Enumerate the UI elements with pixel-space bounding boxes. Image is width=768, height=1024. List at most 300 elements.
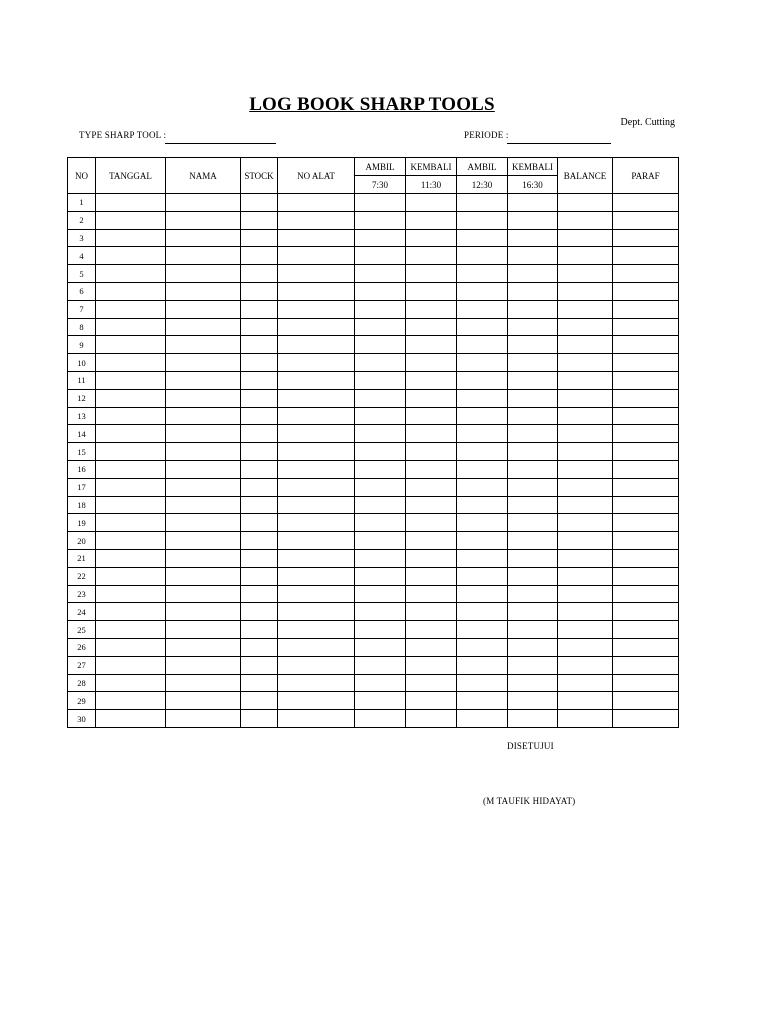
cell-kembali-1[interactable] [406,496,457,514]
cell-kembali-1[interactable] [406,674,457,692]
cell-balance[interactable] [558,621,613,639]
cell-kembali-1[interactable] [406,371,457,389]
cell-nama[interactable] [166,389,241,407]
cell-stock[interactable] [241,656,278,674]
cell-ambil-1[interactable] [355,336,406,354]
cell-tanggal[interactable] [96,710,166,728]
periode-field[interactable] [507,143,611,144]
cell-kembali-2[interactable] [508,389,558,407]
cell-no-alat[interactable] [278,389,355,407]
cell-stock[interactable] [241,443,278,461]
cell-nama[interactable] [166,532,241,550]
cell-no-alat[interactable] [278,425,355,443]
cell-stock[interactable] [241,496,278,514]
cell-kembali-1[interactable] [406,194,457,212]
cell-paraf[interactable] [613,336,679,354]
cell-kembali-2[interactable] [508,443,558,461]
cell-no-alat[interactable] [278,460,355,478]
cell-nama[interactable] [166,318,241,336]
cell-tanggal[interactable] [96,460,166,478]
cell-ambil-1[interactable] [355,603,406,621]
cell-paraf[interactable] [613,674,679,692]
cell-paraf[interactable] [613,585,679,603]
cell-kembali-2[interactable] [508,532,558,550]
cell-tanggal[interactable] [96,496,166,514]
cell-kembali-2[interactable] [508,371,558,389]
cell-kembali-1[interactable] [406,567,457,585]
cell-nama[interactable] [166,247,241,265]
cell-ambil-1[interactable] [355,496,406,514]
cell-tanggal[interactable] [96,354,166,372]
cell-stock[interactable] [241,229,278,247]
cell-balance[interactable] [558,549,613,567]
cell-ambil-2[interactable] [457,282,508,300]
cell-stock[interactable] [241,318,278,336]
cell-nama[interactable] [166,371,241,389]
cell-tanggal[interactable] [96,336,166,354]
cell-ambil-1[interactable] [355,460,406,478]
cell-kembali-2[interactable] [508,460,558,478]
cell-nama[interactable] [166,407,241,425]
cell-balance[interactable] [558,674,613,692]
cell-no-alat[interactable] [278,265,355,283]
cell-paraf[interactable] [613,389,679,407]
cell-ambil-1[interactable] [355,532,406,550]
cell-kembali-2[interactable] [508,549,558,567]
cell-paraf[interactable] [613,371,679,389]
cell-kembali-1[interactable] [406,425,457,443]
cell-tanggal[interactable] [96,211,166,229]
cell-kembali-2[interactable] [508,211,558,229]
cell-balance[interactable] [558,300,613,318]
cell-balance[interactable] [558,354,613,372]
cell-balance[interactable] [558,710,613,728]
cell-ambil-1[interactable] [355,300,406,318]
cell-stock[interactable] [241,549,278,567]
cell-stock[interactable] [241,638,278,656]
cell-ambil-2[interactable] [457,567,508,585]
cell-ambil-2[interactable] [457,603,508,621]
cell-ambil-2[interactable] [457,621,508,639]
cell-nama[interactable] [166,674,241,692]
cell-ambil-1[interactable] [355,282,406,300]
cell-kembali-2[interactable] [508,425,558,443]
cell-no-alat[interactable] [278,318,355,336]
cell-paraf[interactable] [613,425,679,443]
cell-stock[interactable] [241,585,278,603]
cell-ambil-1[interactable] [355,549,406,567]
cell-kembali-1[interactable] [406,211,457,229]
cell-tanggal[interactable] [96,603,166,621]
cell-no-alat[interactable] [278,247,355,265]
cell-stock[interactable] [241,371,278,389]
cell-kembali-1[interactable] [406,229,457,247]
cell-ambil-2[interactable] [457,656,508,674]
cell-ambil-1[interactable] [355,407,406,425]
cell-nama[interactable] [166,194,241,212]
cell-kembali-2[interactable] [508,300,558,318]
cell-paraf[interactable] [613,211,679,229]
cell-tanggal[interactable] [96,300,166,318]
cell-paraf[interactable] [613,407,679,425]
cell-balance[interactable] [558,211,613,229]
cell-balance[interactable] [558,478,613,496]
cell-kembali-1[interactable] [406,621,457,639]
cell-paraf[interactable] [613,496,679,514]
cell-no-alat[interactable] [278,514,355,532]
cell-kembali-1[interactable] [406,532,457,550]
cell-kembali-1[interactable] [406,336,457,354]
cell-paraf[interactable] [613,532,679,550]
cell-ambil-2[interactable] [457,407,508,425]
cell-balance[interactable] [558,532,613,550]
cell-no-alat[interactable] [278,710,355,728]
cell-kembali-2[interactable] [508,247,558,265]
cell-stock[interactable] [241,336,278,354]
cell-tanggal[interactable] [96,656,166,674]
cell-paraf[interactable] [613,656,679,674]
cell-kembali-1[interactable] [406,549,457,567]
cell-tanggal[interactable] [96,621,166,639]
cell-ambil-2[interactable] [457,300,508,318]
cell-no-alat[interactable] [278,621,355,639]
cell-tanggal[interactable] [96,425,166,443]
cell-tanggal[interactable] [96,443,166,461]
cell-nama[interactable] [166,211,241,229]
cell-paraf[interactable] [613,229,679,247]
cell-no-alat[interactable] [278,371,355,389]
cell-paraf[interactable] [613,621,679,639]
cell-ambil-1[interactable] [355,514,406,532]
cell-nama[interactable] [166,354,241,372]
cell-paraf[interactable] [613,265,679,283]
cell-kembali-1[interactable] [406,407,457,425]
cell-ambil-2[interactable] [457,425,508,443]
cell-nama[interactable] [166,710,241,728]
cell-tanggal[interactable] [96,247,166,265]
cell-ambil-2[interactable] [457,638,508,656]
cell-nama[interactable] [166,692,241,710]
cell-stock[interactable] [241,621,278,639]
cell-stock[interactable] [241,354,278,372]
cell-kembali-2[interactable] [508,674,558,692]
cell-paraf[interactable] [613,247,679,265]
cell-paraf[interactable] [613,514,679,532]
cell-balance[interactable] [558,282,613,300]
cell-tanggal[interactable] [96,567,166,585]
cell-balance[interactable] [558,389,613,407]
cell-balance[interactable] [558,229,613,247]
cell-ambil-2[interactable] [457,336,508,354]
cell-ambil-2[interactable] [457,247,508,265]
cell-ambil-1[interactable] [355,425,406,443]
cell-balance[interactable] [558,443,613,461]
cell-tanggal[interactable] [96,194,166,212]
cell-ambil-2[interactable] [457,194,508,212]
cell-ambil-2[interactable] [457,674,508,692]
cell-kembali-2[interactable] [508,282,558,300]
cell-kembali-2[interactable] [508,621,558,639]
cell-kembali-2[interactable] [508,656,558,674]
cell-paraf[interactable] [613,460,679,478]
cell-kembali-2[interactable] [508,638,558,656]
cell-ambil-1[interactable] [355,710,406,728]
cell-tanggal[interactable] [96,478,166,496]
cell-stock[interactable] [241,603,278,621]
cell-nama[interactable] [166,567,241,585]
cell-no-alat[interactable] [278,194,355,212]
cell-no-alat[interactable] [278,496,355,514]
cell-tanggal[interactable] [96,692,166,710]
cell-nama[interactable] [166,460,241,478]
cell-paraf[interactable] [613,549,679,567]
cell-ambil-1[interactable] [355,211,406,229]
cell-kembali-1[interactable] [406,265,457,283]
cell-no-alat[interactable] [278,656,355,674]
cell-ambil-1[interactable] [355,692,406,710]
cell-kembali-1[interactable] [406,603,457,621]
cell-kembali-1[interactable] [406,656,457,674]
cell-kembali-1[interactable] [406,318,457,336]
cell-paraf[interactable] [613,194,679,212]
type-sharp-tool-field[interactable] [165,143,276,144]
cell-kembali-1[interactable] [406,692,457,710]
cell-no-alat[interactable] [278,354,355,372]
cell-ambil-1[interactable] [355,265,406,283]
cell-ambil-2[interactable] [457,460,508,478]
cell-kembali-2[interactable] [508,710,558,728]
cell-balance[interactable] [558,585,613,603]
cell-nama[interactable] [166,638,241,656]
cell-kembali-1[interactable] [406,460,457,478]
cell-ambil-2[interactable] [457,229,508,247]
cell-ambil-2[interactable] [457,443,508,461]
cell-balance[interactable] [558,371,613,389]
cell-stock[interactable] [241,407,278,425]
cell-balance[interactable] [558,638,613,656]
cell-tanggal[interactable] [96,318,166,336]
cell-ambil-2[interactable] [457,585,508,603]
cell-stock[interactable] [241,674,278,692]
cell-nama[interactable] [166,425,241,443]
cell-ambil-2[interactable] [457,389,508,407]
cell-no-alat[interactable] [278,585,355,603]
cell-balance[interactable] [558,407,613,425]
cell-ambil-1[interactable] [355,389,406,407]
cell-kembali-1[interactable] [406,514,457,532]
cell-tanggal[interactable] [96,674,166,692]
cell-ambil-1[interactable] [355,621,406,639]
cell-ambil-2[interactable] [457,371,508,389]
cell-ambil-1[interactable] [355,585,406,603]
cell-stock[interactable] [241,211,278,229]
cell-nama[interactable] [166,265,241,283]
cell-kembali-1[interactable] [406,282,457,300]
cell-ambil-1[interactable] [355,318,406,336]
cell-balance[interactable] [558,318,613,336]
cell-kembali-2[interactable] [508,407,558,425]
cell-stock[interactable] [241,692,278,710]
cell-ambil-1[interactable] [355,247,406,265]
cell-tanggal[interactable] [96,282,166,300]
cell-ambil-2[interactable] [457,265,508,283]
cell-balance[interactable] [558,692,613,710]
cell-balance[interactable] [558,460,613,478]
cell-ambil-1[interactable] [355,567,406,585]
cell-tanggal[interactable] [96,265,166,283]
cell-nama[interactable] [166,585,241,603]
cell-kembali-1[interactable] [406,389,457,407]
cell-stock[interactable] [241,478,278,496]
cell-kembali-2[interactable] [508,318,558,336]
cell-tanggal[interactable] [96,407,166,425]
cell-ambil-2[interactable] [457,478,508,496]
cell-paraf[interactable] [613,300,679,318]
cell-stock[interactable] [241,389,278,407]
cell-ambil-2[interactable] [457,514,508,532]
cell-nama[interactable] [166,336,241,354]
cell-tanggal[interactable] [96,585,166,603]
cell-ambil-2[interactable] [457,211,508,229]
cell-ambil-1[interactable] [355,674,406,692]
cell-kembali-2[interactable] [508,229,558,247]
cell-stock[interactable] [241,532,278,550]
cell-ambil-2[interactable] [457,692,508,710]
cell-kembali-1[interactable] [406,443,457,461]
cell-nama[interactable] [166,603,241,621]
cell-ambil-1[interactable] [355,656,406,674]
cell-paraf[interactable] [613,443,679,461]
cell-no-alat[interactable] [278,300,355,318]
cell-ambil-1[interactable] [355,443,406,461]
cell-stock[interactable] [241,460,278,478]
cell-balance[interactable] [558,567,613,585]
cell-kembali-1[interactable] [406,478,457,496]
cell-kembali-1[interactable] [406,354,457,372]
cell-paraf[interactable] [613,282,679,300]
cell-kembali-2[interactable] [508,336,558,354]
cell-kembali-1[interactable] [406,710,457,728]
cell-kembali-2[interactable] [508,354,558,372]
cell-paraf[interactable] [613,710,679,728]
cell-ambil-2[interactable] [457,532,508,550]
cell-no-alat[interactable] [278,567,355,585]
cell-ambil-1[interactable] [355,638,406,656]
cell-paraf[interactable] [613,567,679,585]
cell-ambil-2[interactable] [457,354,508,372]
cell-balance[interactable] [558,265,613,283]
cell-balance[interactable] [558,514,613,532]
cell-stock[interactable] [241,247,278,265]
cell-no-alat[interactable] [278,407,355,425]
cell-ambil-1[interactable] [355,194,406,212]
cell-stock[interactable] [241,265,278,283]
cell-nama[interactable] [166,496,241,514]
cell-nama[interactable] [166,300,241,318]
cell-kembali-2[interactable] [508,496,558,514]
cell-nama[interactable] [166,478,241,496]
cell-balance[interactable] [558,247,613,265]
cell-kembali-2[interactable] [508,585,558,603]
cell-ambil-1[interactable] [355,371,406,389]
cell-no-alat[interactable] [278,443,355,461]
cell-tanggal[interactable] [96,389,166,407]
cell-balance[interactable] [558,425,613,443]
cell-kembali-1[interactable] [406,300,457,318]
cell-no-alat[interactable] [278,549,355,567]
cell-paraf[interactable] [613,638,679,656]
cell-nama[interactable] [166,549,241,567]
cell-stock[interactable] [241,194,278,212]
cell-kembali-2[interactable] [508,514,558,532]
cell-kembali-1[interactable] [406,585,457,603]
cell-kembali-2[interactable] [508,265,558,283]
cell-stock[interactable] [241,282,278,300]
cell-no-alat[interactable] [278,532,355,550]
cell-balance[interactable] [558,194,613,212]
cell-ambil-1[interactable] [355,229,406,247]
cell-paraf[interactable] [613,354,679,372]
cell-nama[interactable] [166,282,241,300]
cell-tanggal[interactable] [96,229,166,247]
cell-ambil-2[interactable] [457,496,508,514]
cell-no-alat[interactable] [278,478,355,496]
cell-paraf[interactable] [613,318,679,336]
cell-no-alat[interactable] [278,336,355,354]
cell-paraf[interactable] [613,603,679,621]
cell-no-alat[interactable] [278,692,355,710]
cell-ambil-2[interactable] [457,318,508,336]
cell-nama[interactable] [166,656,241,674]
cell-balance[interactable] [558,656,613,674]
cell-ambil-1[interactable] [355,478,406,496]
cell-tanggal[interactable] [96,549,166,567]
cell-ambil-2[interactable] [457,549,508,567]
cell-nama[interactable] [166,514,241,532]
cell-stock[interactable] [241,300,278,318]
cell-kembali-2[interactable] [508,603,558,621]
cell-no-alat[interactable] [278,211,355,229]
cell-no-alat[interactable] [278,282,355,300]
cell-stock[interactable] [241,567,278,585]
cell-tanggal[interactable] [96,638,166,656]
cell-kembali-2[interactable] [508,692,558,710]
cell-no-alat[interactable] [278,603,355,621]
cell-balance[interactable] [558,336,613,354]
cell-nama[interactable] [166,621,241,639]
cell-balance[interactable] [558,603,613,621]
cell-kembali-2[interactable] [508,478,558,496]
cell-nama[interactable] [166,229,241,247]
cell-stock[interactable] [241,710,278,728]
cell-kembali-2[interactable] [508,567,558,585]
cell-ambil-1[interactable] [355,354,406,372]
cell-tanggal[interactable] [96,514,166,532]
cell-no-alat[interactable] [278,674,355,692]
cell-kembali-2[interactable] [508,194,558,212]
cell-kembali-1[interactable] [406,638,457,656]
cell-tanggal[interactable] [96,371,166,389]
cell-paraf[interactable] [613,478,679,496]
cell-kembali-1[interactable] [406,247,457,265]
cell-no-alat[interactable] [278,638,355,656]
cell-paraf[interactable] [613,692,679,710]
cell-ambil-2[interactable] [457,710,508,728]
cell-balance[interactable] [558,496,613,514]
cell-tanggal[interactable] [96,532,166,550]
cell-no-alat[interactable] [278,229,355,247]
cell-stock[interactable] [241,514,278,532]
